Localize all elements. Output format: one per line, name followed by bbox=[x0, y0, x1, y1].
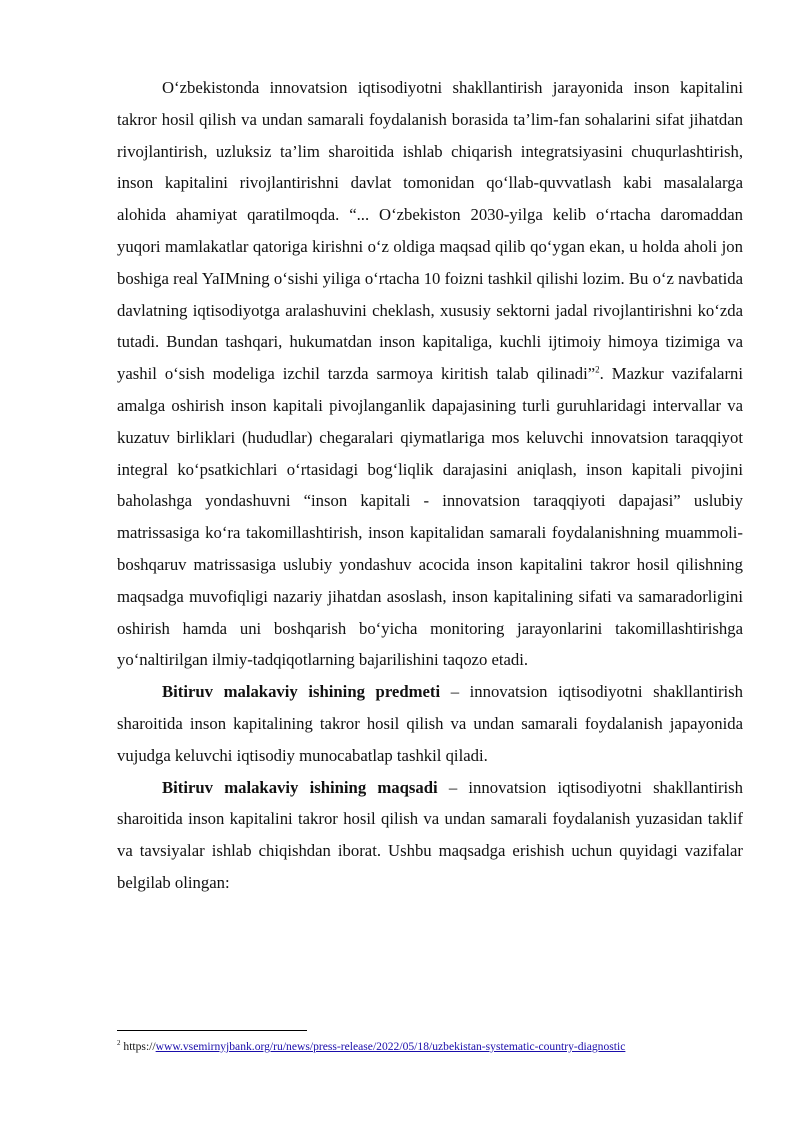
paragraph-goal bbox=[117, 772, 743, 899]
footnote-link[interactable]: www.vsemirnyjbank.org/ru/news/press-release/2022/05/18/uzbekistan-systematic-country-diagnostic bbox=[155, 1040, 626, 1053]
subject-heading: Bitiruv malakaviy ishining predmeti bbox=[162, 682, 441, 702]
footnote-separator bbox=[117, 1030, 307, 1031]
document-body bbox=[117, 72, 743, 899]
paragraph-intro bbox=[117, 72, 743, 676]
paragraph-intro-text: O‘zbekistonda innovatsion iqtisodiyotni shakllantirish jarayonida inson kapitalini takror hosil qilish va undan samarali foydalanish borasida ta’lim-fan sohalarini sifat jihatdan rivojlantirish, uzluksiz ta’lim sharoitida ishlab chiqarish integratsiyasini chuqurlashtirish, inson kapitalini rivojlantirishni davlat tomonidan qo‘llab-quvvatlash kabi masalalarga alohida ahamiyat qaratilmoqda. “... O‘zbekiston 2030-yilga kelib o‘rtacha daromaddan yuqori mamlakatlar qatoriga kirishni o‘z oldiga maqsad qilib qo‘ygan ekan, u holda aholi jon boshiga real YaIMning o‘sishi yiliga o‘rtacha 10 foizni tashkil qilishi lozim. Bu o‘z navbatida davlatning iqtisodiyotga aralashuvini cheklash, xususiy sektorni jadal rivojlantirishni ko‘zda tutadi. Bundan tashqari, hukumatdan inson kapitaliga, kuchli ijtimoiy himoya tizimiga va yashil o‘sish modeliga izchil tarzda sarmoya kiritish talab qilinadi” bbox=[117, 78, 743, 384]
footnote bbox=[117, 1039, 757, 1054]
footnote-reference[interactable]: 2 bbox=[595, 364, 600, 375]
goal-text: – innovatsion iqtisodiyotni shakllantirish sharoitida inson kapitalini takror hosil qilish va undan samarali foydalanish yuzasidan taklif va tavsiyalar ishlab chiqishdan iborat. Ushbu maqsadga erishish uchun quyidagi vazifalar belgilab olingan: bbox=[117, 777, 743, 892]
footnote-number: 2 bbox=[117, 1039, 121, 1048]
subject-text: – innovatsion iqtisodiyotni shakllantirish sharoitida inson kapitalining takror hosil qilish va undan samarali foydalanish japayonida vujudga keluvchi iqtisodiy munocabatlap tashkil qiladi. bbox=[117, 682, 743, 765]
goal-heading: Bitiruv malakaviy ishining maqsadi bbox=[162, 777, 438, 797]
paragraph-intro-continuation: . Mazkur vazifalarni amalga oshirish inson kapitali pivojlanganlik dapajasining turli guruhlaridagi intervallar va kuzatuv birliklari (hududlar) chegaralari qiymatlariga mos keluvchi innovatsion taraqqiyot integral ko‘psatkichlari o‘rtasidagi bog‘liqlik darajasini aniqlash, inson kapitali pivojini baholashga yondashuvni “inson kapitali - innovatsion taraqqiyoti dapajasi” uslubiy matrissasiga ko‘ra takomillashtirish, inson kapitalidan samarali foydalanishning muammoli-boshqaruv matrissasiga uslubiy yondashuv acocida inson kapitalini takror hosil qilishning maqsadga muvofiqligi nazariy jihatdan asoslash, inson kapitalining sifati va samaradorligini oshirish hamda uni boshqarish bo‘yicha monitoring jarayonlarini takomillashtirishga yo‘naltirilgan ilmiy-tadqiqotlarning bajarilishini taqozo etadi. bbox=[117, 364, 743, 670]
footnote-url-prefix: https:// bbox=[120, 1040, 156, 1053]
paragraph-subject bbox=[117, 676, 743, 771]
